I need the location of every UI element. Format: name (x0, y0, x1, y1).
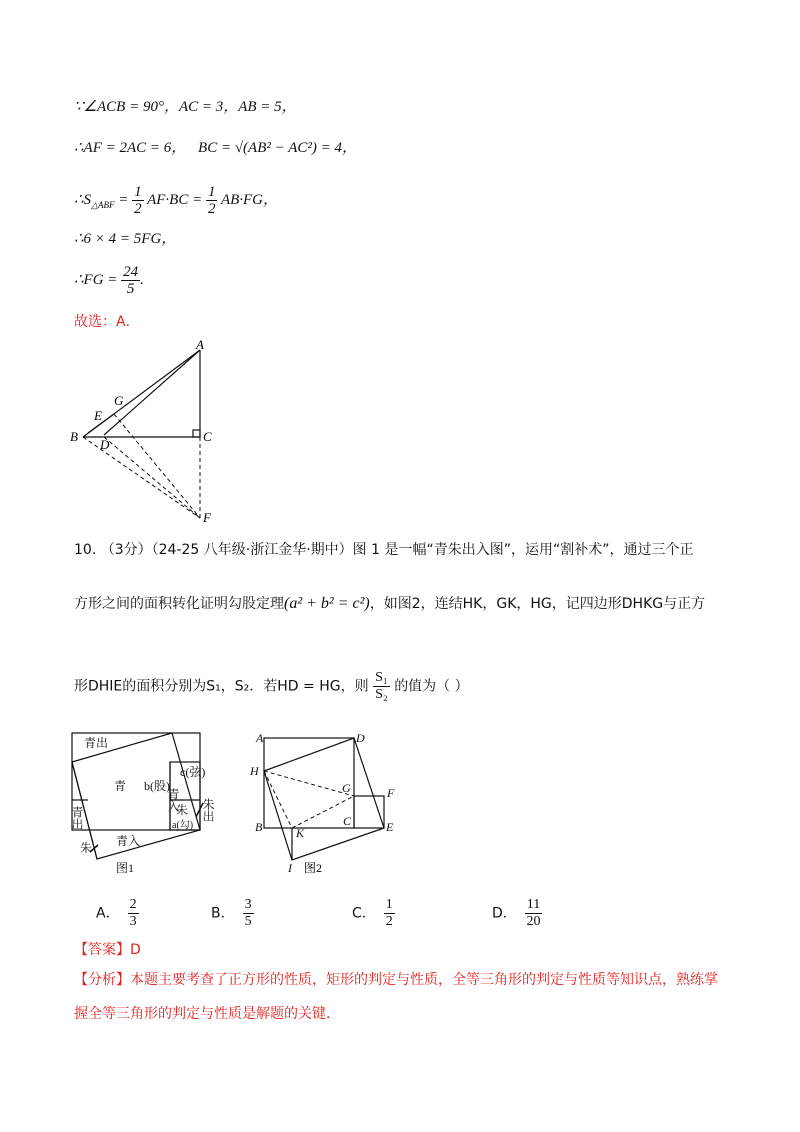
caption-figure1: 图1 (116, 861, 135, 875)
numeric-equation: ∴6 × 4 = 5FG， (74, 231, 177, 247)
option-a[interactable]: A． $\frac{2}{3}$ (96, 897, 137, 929)
af-bc-product: AF·BC = (147, 191, 203, 208)
label-zhuchu: 朱出 (201, 798, 215, 822)
label-zhu-left: 朱 (80, 841, 93, 855)
answer-line: 【答案】D (74, 942, 141, 958)
caption-figure2: 图2 (304, 861, 323, 875)
question-text-1: 图 1 是一幅“青朱出入图”，运用“割补术”，通过三个正 (352, 542, 694, 558)
choice-line: 故选：A． (74, 314, 140, 330)
question-source: （24-25 八年级·浙江金华·期中） (151, 542, 353, 558)
ab-fg-product: AB·FG， (220, 191, 279, 208)
label-a-gou: a(勾) (172, 820, 194, 831)
question-score: （3分） (100, 542, 152, 558)
label2-i: I (288, 861, 292, 875)
label-b: B (70, 429, 78, 444)
fg-equation: ∴FG = (74, 271, 118, 288)
solution-line-5: ∴FG = $\frac{24}{5}$ . (74, 264, 144, 297)
label-c-xian: c(弦) (180, 765, 206, 779)
square-figure (246, 728, 406, 876)
label-zhu-right: 朱 (176, 803, 189, 817)
option-c[interactable]: C． $\frac{1}{2}$ (352, 897, 393, 929)
label-c: C (203, 429, 212, 444)
label2-h: H (250, 764, 259, 778)
analysis-line-1: 【分析】本题主要考查了正方形的性质，矩形的判定与性质，全等三角形的判定与性质等知识点，熟练掌 (74, 972, 718, 988)
given-conditions: ∵∠ACB = 90°，AC = 3，AB = 5， (74, 99, 297, 115)
question-text-3b: 的值为（ ） (394, 678, 469, 695)
solution-line-3 (74, 184, 278, 217)
question-line-3 (74, 670, 734, 703)
label2-k: K (296, 826, 305, 840)
label-qingchu-left: 青出 (70, 806, 84, 830)
label-d: D (100, 437, 110, 452)
qingzhu-figure (66, 728, 226, 878)
label-b-gu: b(股) (144, 779, 170, 793)
label2-b: B (255, 820, 263, 834)
label-g: G (114, 393, 124, 408)
solution-line-2 (74, 138, 357, 158)
label-qingru-bottom: 青入 (116, 834, 141, 848)
label-qingru-right: 青入 (166, 788, 180, 812)
label2-e: E (386, 820, 394, 834)
question-line-2 (74, 594, 734, 614)
question-text-2a: 方形之间的面积转化证明勾股定理 (74, 596, 284, 612)
label-a: A (196, 337, 204, 352)
option-b[interactable]: B． $\frac{3}{5}$ (211, 897, 252, 929)
fg-fraction: $\frac{24}{5}$ (123, 264, 139, 297)
label2-g: G (342, 781, 351, 795)
triangle-figure (66, 336, 226, 532)
equals-sign: = (118, 191, 129, 208)
label2-a: A (256, 731, 264, 745)
question-number: 10. (74, 542, 97, 558)
half-fraction-2: $\frac{1}{2}$ (207, 184, 216, 217)
pythagoras-formula: (a² + b² = c²) (284, 595, 370, 612)
af-equation: ∴AF = 2AC = 6， (74, 140, 187, 156)
label-qing-center: 青 (114, 779, 127, 793)
solution-line-4 (74, 229, 176, 249)
question-text-3a: 形DHIE的面积分别为S₁，S₂．若HD = HG，则 (74, 678, 369, 695)
bc-equation: BC = √(AB² − AC²) = 4， (198, 140, 358, 156)
area-symbol: ∴S (74, 191, 92, 208)
label-e: E (94, 408, 102, 423)
label-f: F (203, 510, 211, 525)
label-qingchu-top: 青出 (84, 736, 109, 750)
question-text-2b: ，如图2，连结HK，GK，HG，记四边形DHKG与正方 (369, 596, 706, 612)
question-line-1 (74, 540, 734, 560)
area-subscript: △ABF (91, 199, 115, 210)
s-ratio-fraction: $\frac{\text{S₁}}{\text{S₂}}$ (375, 670, 388, 702)
label2-f: F (387, 786, 395, 800)
label2-d: D (356, 731, 365, 745)
option-d[interactable]: D． $\frac{11}{20}$ (492, 897, 541, 929)
solution-line-1 (74, 97, 297, 117)
label2-c: C (343, 814, 352, 828)
analysis-line-2: 握全等三角形的判定与性质是解题的关键. (74, 1006, 331, 1022)
half-fraction: $\frac{1}{2}$ (134, 184, 142, 217)
